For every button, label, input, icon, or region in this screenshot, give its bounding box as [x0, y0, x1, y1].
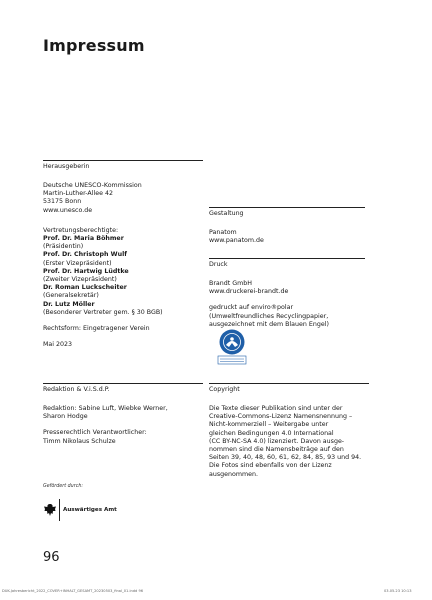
paper-line: ausgezeichnet mit dem Blauen Engel): [209, 320, 329, 328]
person-role: (Präsidentin): [43, 243, 84, 251]
druck-heading: Druck: [209, 261, 228, 268]
copyright-line: gleichen Bedingungen 4.0 International: [209, 429, 334, 437]
herausgeber-website[interactable]: www.unesco.de: [43, 206, 93, 214]
section-herausgeber: [43, 160, 203, 349]
paper-line: (Umweltfreundliches Recyclingpapier,: [209, 312, 329, 320]
person-role: (Zweiter Vizepräsident): [43, 276, 117, 284]
person-name: Prof. Dr. Hartwig Lüdtke: [43, 267, 129, 275]
herausgeber-line: 53175 Bonn: [43, 198, 82, 206]
copyright-line: (CC BY-NC-SA 4.0) lizenziert. Davon ausge-: [209, 437, 345, 445]
logo-divider: [59, 499, 60, 521]
blue-angel-eco-label-icon: [212, 328, 252, 368]
rechtsform: Rechtsform: Eingetragener Verein: [43, 325, 150, 333]
section-copyright: [209, 383, 369, 479]
copyright-line: Creative-Commons-Lizenz Namensnennung –: [209, 413, 353, 421]
section-redaktion: [43, 383, 203, 446]
section-gestaltung: [209, 207, 365, 245]
section-druck: [209, 258, 365, 329]
copyright-line: Seiten 39, 40, 48, 60, 61, 62, 84, 85, 93 und 94.: [209, 454, 362, 462]
presse-heading: Presserechtlich Verantwortlicher:: [43, 429, 147, 437]
person-name: Prof. Dr. Maria Böhmer: [43, 235, 124, 243]
presse-name: Timm Nikolaus Schulze: [43, 437, 116, 445]
gestaltung-line: Panatom: [209, 229, 237, 236]
page-title: Impressum: [43, 36, 145, 55]
ministry-logo-text: Auswärtiges Amt: [63, 507, 117, 513]
copyright-line: Nicht-kommerziell – Weitergabe unter: [209, 421, 329, 429]
gestaltung-website[interactable]: www.panatom.de: [209, 237, 264, 245]
person-role: (Generalsekretär): [43, 292, 99, 300]
copyright-heading: Copyright: [209, 386, 240, 393]
gestaltung-heading: Gestaltung: [209, 210, 244, 217]
federal-eagle-icon: [43, 503, 57, 517]
druck-line: Brandt GmbH: [209, 280, 252, 287]
copyright-line: Die Texte dieser Publikation sind unter der: [209, 405, 343, 412]
copyright-line: nommen sind die Namensbeiträge auf den: [209, 446, 344, 454]
person-role: (Erster Vizepräsident): [43, 259, 112, 267]
copyright-line: Die Fotos sind ebenfalls von der Lizenz: [209, 462, 332, 470]
person-role: (Besonderer Vertreter gem. § 30 BGB): [43, 308, 163, 316]
redaktion-line: Sharon Hodge: [43, 413, 88, 421]
paper-line: gedruckt auf enviro®polar: [209, 304, 294, 312]
print-slug-left: DUK-Jahresbericht_2022_COVER+INHALT_GESAMT_20230503_final_01.indd 96: [2, 589, 144, 593]
person-name: Prof. Dr. Christoph Wulf: [43, 251, 128, 259]
print-slug-right: 03.05.23 10:13: [384, 589, 412, 593]
page-number: 96: [43, 550, 60, 565]
redaktion-heading: Redaktion & V.i.S.d.P.: [43, 386, 110, 393]
publication-date: Mai 2023: [43, 341, 73, 349]
person-name: Dr. Roman Luckscheiter: [43, 284, 127, 292]
vertretung-heading: Vertretungsberechtigte:: [43, 226, 119, 234]
herausgeber-heading: Herausgeberin: [43, 163, 90, 170]
person-name: Dr. Lutz Möller: [43, 300, 95, 308]
herausgeber-line: Deutsche UNESCO-Kommission: [43, 182, 142, 189]
funding-label: Gefördert durch:: [43, 484, 83, 489]
redaktion-line: Redaktion: Sabine Luft, Wiebke Werner,: [43, 405, 168, 412]
herausgeber-line: Martin-Luther-Allee 42: [43, 190, 113, 198]
druck-website[interactable]: www.druckerei-brandt.de: [209, 288, 289, 296]
copyright-line: ausgenommen.: [209, 470, 258, 478]
